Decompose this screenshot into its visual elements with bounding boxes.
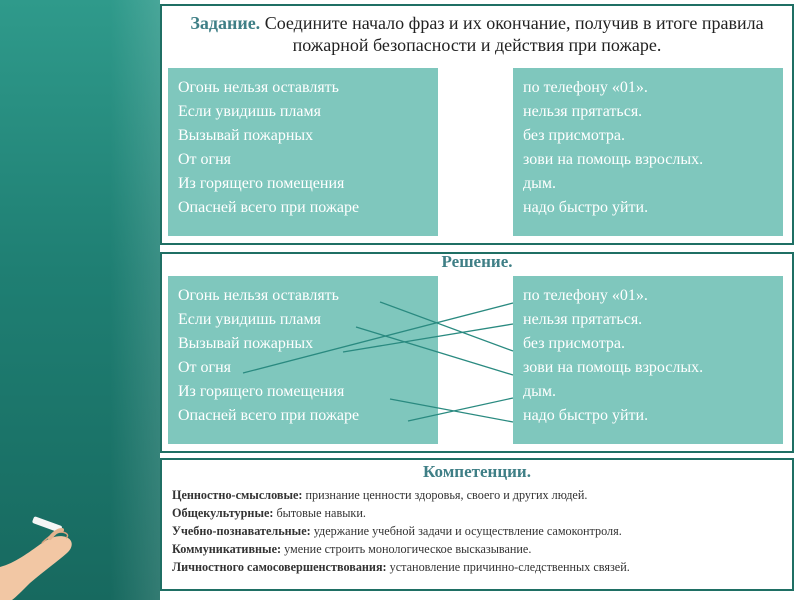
competency-item — [172, 558, 782, 576]
competency-name: Коммуникативные: — [172, 542, 282, 556]
competency-name: Личностного самосовершенствования: — [172, 560, 387, 574]
match-line — [343, 324, 513, 352]
competency-name: Общекультурные: — [172, 506, 274, 520]
competency-name: Учебно-познавательные: — [172, 524, 311, 538]
task-left-item: Вызывай пожарных — [178, 127, 314, 144]
competency-item — [172, 522, 782, 540]
solution-left-item: Огонь нельзя оставлять — [178, 287, 339, 304]
solution-right-item: дым. — [523, 383, 557, 400]
competency-text: признание ценности здоровья, своего и других людей. — [305, 488, 588, 502]
competency-item — [172, 540, 782, 558]
solution-right-item: надо быстро уйти. — [523, 407, 649, 424]
solution-left-item: От огня — [178, 359, 232, 376]
solution-left-item: Из горящего помещения — [178, 383, 345, 400]
solution-right-item: без присмотра. — [523, 335, 625, 352]
task-label: Задание. — [190, 13, 261, 33]
competencies-panel — [160, 458, 794, 591]
match-line — [380, 302, 513, 351]
competency-text: удержание учебной задачи и осуществление самоконтроля. — [313, 524, 622, 538]
match-line — [408, 398, 513, 421]
task-right-item: нельзя прятаться. — [523, 103, 643, 120]
task-left-item: От огня — [178, 151, 232, 168]
competencies-title: Компетенции. — [423, 462, 531, 481]
task-right-item: надо быстро уйти. — [523, 199, 649, 216]
task-left-item: Огонь нельзя оставлять — [178, 79, 339, 96]
solution-right-item: нельзя прятаться. — [523, 311, 643, 328]
match-line — [356, 327, 513, 375]
solution-title: Решение. — [441, 252, 513, 271]
task-right-item: дым. — [523, 175, 557, 192]
competency-text: установление причинно-следственных связей. — [389, 560, 630, 574]
task-left-item: Из горящего помещения — [178, 175, 345, 192]
competency-name: Ценностно-смысловые: — [172, 488, 303, 502]
competency-item — [172, 486, 782, 504]
task-left-item: Если увидишь пламя — [178, 103, 321, 120]
competencies-list — [162, 482, 792, 576]
task-left-item: Опасней всего при пожаре — [178, 199, 360, 216]
competency-text: бытовые навыки. — [276, 506, 366, 520]
competency-text: умение строить монологическое высказывание. — [284, 542, 532, 556]
solution-right-item: зови на помощь взрослых. — [523, 359, 704, 376]
task-right-item: по телефону «01». — [523, 79, 648, 96]
solution-left-item: Вызывай пожарных — [178, 335, 314, 352]
competency-item — [172, 504, 782, 522]
task-right-item: зови на помощь взрослых. — [523, 151, 704, 168]
solution-left-item: Опасней всего при пожаре — [178, 407, 360, 424]
task-instruction: Соедините начало фраз и их окончание, получив в итоге правила пожарной безопасности и действия при пожаре. — [264, 13, 764, 55]
task-right-item: без присмотра. — [523, 127, 625, 144]
solution-right-item: по телефону «01». — [523, 287, 648, 304]
solution-left-item: Если увидишь пламя — [178, 311, 321, 328]
